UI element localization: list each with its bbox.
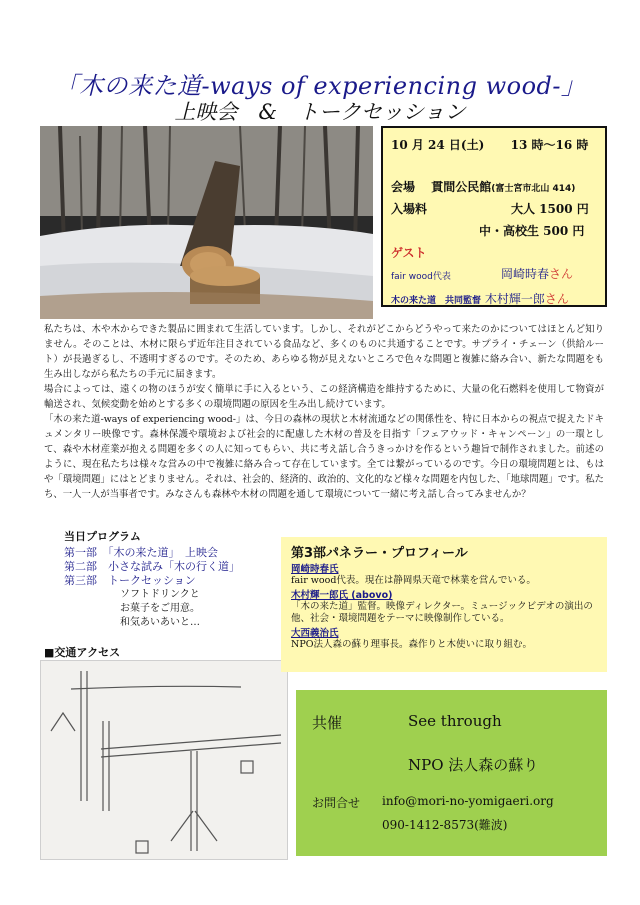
panelist-profile-box [281,537,607,672]
contact-email[interactable]: info@mori-no-yomigaeri.org [382,794,554,808]
venue-name: 貫間公民館 [431,180,492,194]
panelist-3-name: 大西義治氏 [291,628,339,639]
event-info-box [381,126,607,307]
contact-phone: 090-1412-8573(難波) [382,818,508,832]
program-section [64,530,284,630]
event-subtitle: 上映会 & トークセッション [174,100,466,124]
fee-label: 入場料 [391,202,428,216]
guest2-role: 木の来た道 共同監督 [391,296,482,306]
description-paragraph-3: 「木の来た道-ways of experiencing wood-」は、今日の森林の現状と木材流通などの関係性を、特に日本からの視点で捉えたドキュメンタリー映像です。森林保護や環境および社会的に配慮した木材の普及を目指す「フェアウッド・キャンペーン」の一環として、森や木材産業が抱える問題を多くの人に知ってもらい、共に考え話し合うきっかけを作るという趣旨で制作されました。前述のように、現在私たちは様々な営みの中で複雑に絡み合って存在しています。全ては繋がっているのです。今日の環境問題とは、もはや「環境問題」にはとどまりません。それは、社会的、経済的、政治的、文化的など様々な問題を内包した、「地球問題」です。私たち、一人一人が当事者です。みなさんも森林や木材の問題を通して環境について一緒に考え話し合ってみませんか？ [44,414,604,500]
description-paragraph-2: 場合によっては、遠くの物のほうが安く簡単に手に入るという、この経済構造を維持するために、大量の化石燃料を使用して物資が輸送され、気候変動を始めとする多くの環境問題の原因を生み出し続けています。 [44,384,604,410]
description-paragraph-1: 私たちは、木や木からできた製品に囲まれて生活しています。しかし、それがどこからどうやって来たのかについてはほとんど知りません。そのことは、木材に限らず近年注目されている食品など、多くのものに共通することです。サプライ・チェーン（供給ルート）が長過ぎるし、不透明すぎるのです。そのため、あらゆる物が見えないところで色々な問題と複雑に絡み合い、新たな問題をも生み出しながら私たちの手元に届きます。 [44,324,604,380]
guest2-name: 木村輝一郎 [484,292,545,306]
organizer-1: See through [408,712,502,730]
program-part-3: 第三部 トークセッション [64,574,196,587]
organizer-box [296,690,607,856]
guest1-name: 岡崎時春 [501,267,550,281]
access-map [40,660,288,860]
program-note-1: ソフトドリンクと [120,589,200,600]
panelist-2-name: 木村輝一郎氏 (abovo) [291,590,393,601]
panelist-title: 第3部パネラー・プロフィール [291,546,468,561]
organizer-label: 共催 [312,714,343,732]
panelist-1-desc: fair wood代表。現在は静岡県天竜で林業を営んでいる。 [291,575,536,586]
description-text [44,322,604,502]
fee-student: 中・高校生 500 円 [479,224,585,238]
program-heading: 当日プログラム [64,530,141,543]
program-part-1: 第一部 「木の来た道」 上映会 [64,546,218,559]
access-heading: ■交通アクセス [44,646,121,659]
event-title: 「木の来た道-ways of experiencing wood-」 [54,72,586,100]
event-date: 10 月 24 日(土) [391,138,485,152]
felled-tree-photo [40,126,373,319]
guest1-role: fair wood代表 [391,272,451,282]
program-note-2: お菓子をご用意。 [120,603,200,614]
panelist-2-desc: 「木の来た道」監督。映像ディレクター。ミュージックビデオの演出の他、社会・環境問題をテーマに映像制作している。 [291,601,593,624]
guest2-suffix: さん [544,292,569,306]
fee-adult: 大人 1500 円 [511,202,589,216]
guest1-suffix: さん [549,267,574,281]
program-part-2: 第二部 小さな試み「木の行く道」 [64,560,240,573]
panelist-3-desc: NPO法人森の蘇り理事長。森作りと木使いに取り組む。 [291,639,532,650]
panelist-1-name: 岡崎時春氏 [291,564,339,575]
organizer-2: NPO 法人森の蘇り [408,756,539,774]
venue-label: 会場 [391,180,416,194]
contact-label: お問合せ [312,796,361,810]
event-time: 13 時〜16 時 [510,138,589,152]
program-note-3: 和気あいあいと… [120,617,200,628]
guest-label: ゲスト [391,246,427,260]
venue-address: (富士宮市北山 414) [491,184,576,194]
